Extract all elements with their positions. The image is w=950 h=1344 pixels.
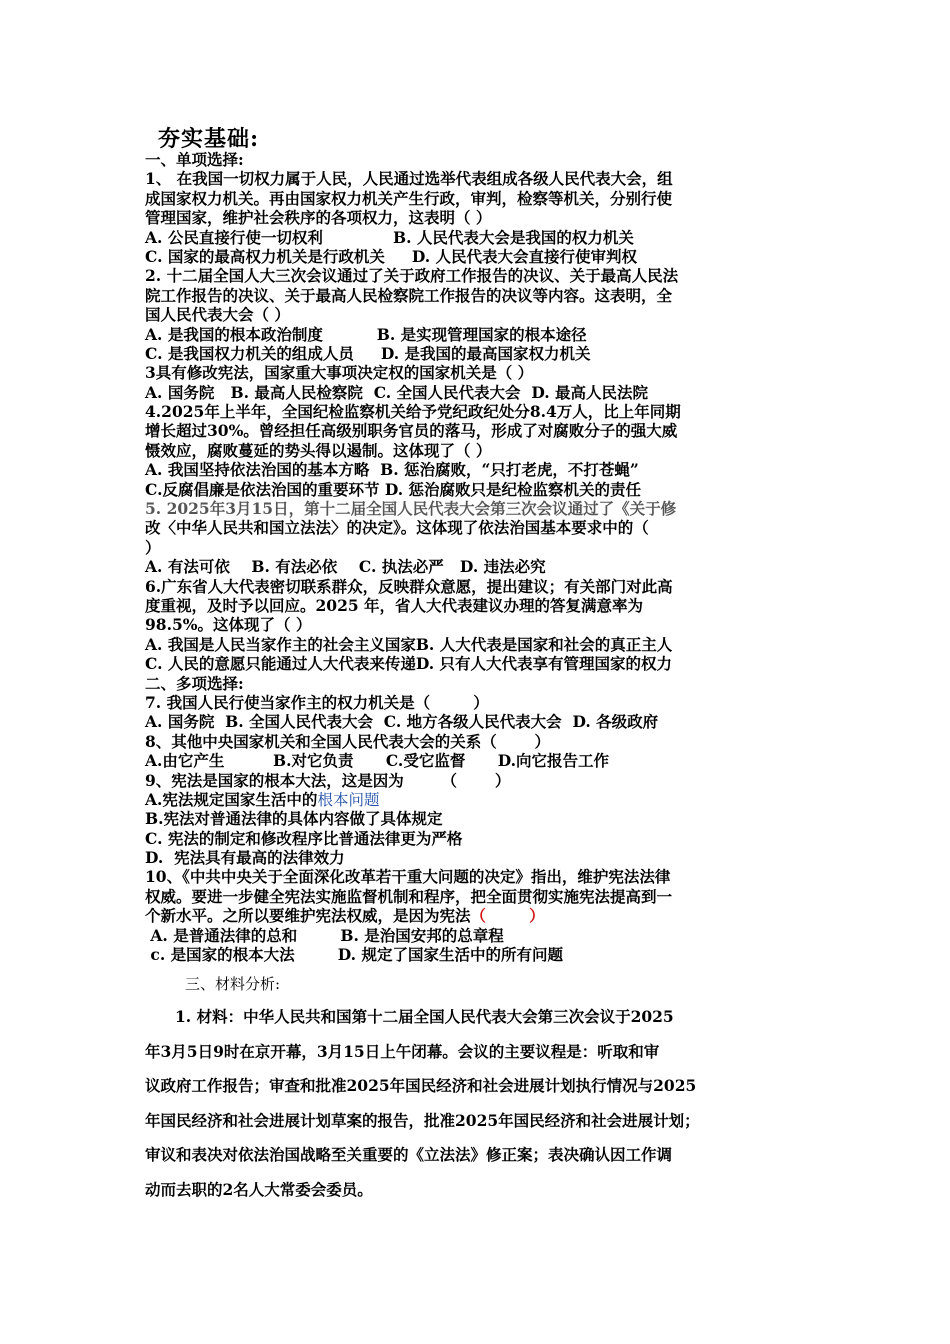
question-10-line [145, 906, 817, 925]
question-10-text: 个新水平。之所以要维护宪法权威，是因为宪法 [145, 906, 471, 926]
question-6-line: 度重视，及时予以回应。2025 年，省人大代表建议办理的答复满意率为 [145, 595, 644, 615]
material-line: 年3月5日9时在京开幕，3月15日上午闭幕。会议的主要议程是：听取和审 [145, 1041, 660, 1061]
material-paragraph [145, 1000, 825, 1207]
question-1-line: 管理国家，维护社会秩序的各项权力，这表明（ ） [145, 208, 492, 228]
question-4-line: 慑效应，腐败蔓延的势头得以遏制。这体现了（ ） [145, 440, 492, 460]
question-1-line: 1、 在我国一切权力属于人民，人民通过选举代表组成各级人民代表大会，组 [145, 169, 673, 189]
question-10-options: c. 是国家的根本大法 D. 规定了国家生活中的所有问题 [145, 945, 563, 965]
material-line: 动而去职的2名人大常委会委员。 [145, 1179, 373, 1199]
question-2-line: 国人民代表大会（ ） [145, 305, 290, 325]
material-line: 议政府工作报告；审查和批准2025年国民经济和社会进展计划执行情况与2025 [145, 1076, 697, 1095]
question-7-options: A. 国务院 B. 全国人民代表大会 C. 地方各级人民代表大会 D. 各级政府 [145, 712, 659, 732]
question-5-line: 5. 2025年3月15日，第十二届全国人民代表大会第三次会议通过了《关于修 [145, 499, 677, 519]
question-5-options: A. 有法可依 B. 有法必依 C. 执法必严 D. 违法必究 [145, 557, 546, 577]
question-5-line: 改〈中华人民共和国立法法〉的决定》。这体现了依法治国基本要求中的（ [145, 518, 649, 538]
material-line: 审议和表决对依法治国战略至关重要的《立法法》修正案；表决确认因工作调 [145, 1145, 673, 1164]
section-heading: 一、单项选择: [145, 150, 244, 169]
question-7-line: 7. 我国人民行使当家作主的权力机关是（ ） [145, 692, 489, 712]
question-6-options: A. 我国是人民当家作主的社会主义国家B. 人大代表是国家和社会的真正主人 [145, 634, 673, 654]
question-9-option-a [145, 790, 817, 809]
question-2-options: C. 是我国权力机关的组成人员 D. 是我国的最高国家权力机关 [145, 343, 591, 363]
question-6-options: C. 人民的意愿只能通过人大代表来传递D. 只有人大代表享有管理国家的权力 [145, 654, 673, 674]
section-single-choice [145, 150, 817, 964]
question-1-line: 成国家权力机关。再由国家权力机关产生行政，审判，检察等机关，分别行使 [145, 188, 673, 208]
question-1-options: A. 公民直接行使一切权利 B. 人民代表大会是我国的权力机关 [145, 227, 634, 247]
question-1-options: C. 国家的最高权力机关是行政机关 D. 人民代表大会直接行使审判权 [145, 246, 638, 266]
option-a-text: A.宪法规定国家生活中的 [145, 789, 318, 809]
question-9-option: B.宪法对普通法律的具体内容做了具体规定 [145, 809, 443, 829]
question-9-option: C. 宪法的制定和修改程序比普通法律更为严格 [145, 828, 463, 848]
question-8-line: 8、其他中央国家机关和全国人民代表大会的关系（ ） [145, 731, 551, 751]
question-9-line: 9、宪法是国家的根本大法，这是因为 （ ） [145, 770, 511, 790]
question-4-options: C.反腐倡廉是依法治国的重要环节 D. 惩治腐败只是纪检监察机关的责任 [145, 479, 642, 499]
question-3-options: A. 国务院 B. 最高人民检察院 C. 全国人民代表大会 D. 最高人民法院 [145, 382, 649, 402]
question-6-line: 6.广东省人大代表密切联系群众，反映群众意愿，提出建议；有关部门对此高 [145, 576, 673, 596]
question-10-line: 10、《中共中央关于全面深化改革若干重大问题的决定》指出，维护宪法法律 [145, 867, 671, 887]
root-issue-link[interactable]: 根本问题 [317, 790, 380, 809]
page-title: 夯实基础: [158, 126, 260, 152]
question-5-line: ） [145, 537, 161, 557]
material-line: 年国民经济和社会进展计划草案的报告，批准2025年国民经济和社会进展计划； [145, 1110, 700, 1130]
question-10-options: A. 是普通法律的总和 B. 是治国安邦的总章程 [145, 925, 504, 945]
question-2-line: 2. 十二届全国人大三次会议通过了关于政府工作报告的决议、关于最高人民法 [145, 266, 679, 286]
question-4-line: 增长超过30%。曾经担任高级别职务官员的落马，形成了对腐败分子的强大威 [145, 421, 678, 441]
question-9-option: D. 宪法具有最高的法律效力 [145, 848, 345, 868]
question-10-line: 权威。要进一步健全宪法实施监督机制和程序，把全面贯彻实施宪法提高到一 [145, 886, 673, 906]
question-2-options: A. 是我国的根本政治制度 B. 是实现管理国家的根本途径 [145, 324, 587, 344]
section-heading: 二、多项选择: [145, 673, 244, 693]
question-4-line: 4.2025年上半年，全国纪检监察机关给予党纪政纪处分8.4万人，比上年同期 [145, 402, 681, 422]
section-heading: 三、材料分析: [185, 975, 281, 993]
question-8-options: A.由它产生 B.对它负责 C.受它监督 D.向它报告工作 [145, 751, 609, 771]
question-6-line: 98.5%。这体现了（ ） [145, 615, 312, 635]
answer-parentheses: （ ） [470, 906, 545, 926]
question-2-line: 院工作报告的决议、关于最高人民检察院工作报告的决议等内容。这表明，全 [145, 285, 673, 305]
material-line: 1. 材料：中华人民共和国第十二届全国人民代表大会第三次会议于2025 [175, 1007, 674, 1026]
question-3-line: 3具有修改宪法，国家重大事项决定权的国家机关是（ ） [145, 363, 534, 383]
question-4-options: A. 我国坚持依法治国的基本方略 B. 惩治腐败，“只打老虎，不打苍蝇” [145, 460, 639, 480]
